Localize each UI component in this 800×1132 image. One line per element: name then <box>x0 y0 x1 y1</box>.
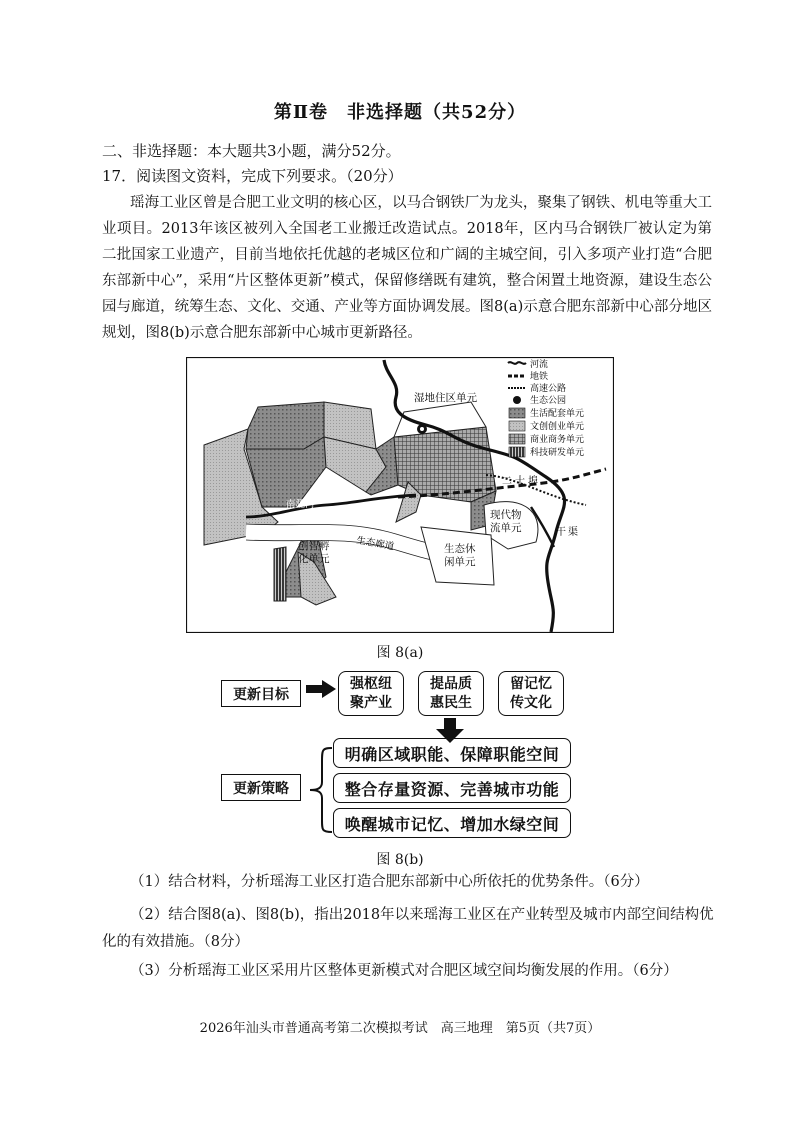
legend-creative: 文创创业单元 <box>530 421 585 431</box>
question-3: （3）分析瑶海工业区采用片区整体更新模式对合肥区域空间均衡发展的作用。（6分） <box>130 963 678 979</box>
zone-tech <box>274 547 286 601</box>
passage <box>102 190 712 346</box>
page-title: 第Ⅱ卷 非选择题（共52分） <box>273 102 527 123</box>
label-ershibu: 二十埠 <box>502 476 541 487</box>
goal-arrow-icon <box>322 680 336 698</box>
question-heading: 17．阅读图文资料，完成下列要求。（20分） <box>102 167 403 185</box>
goal-box-1: 强枢纽聚产业 <box>338 671 404 716</box>
label-logistics: 现代物流单元 <box>490 510 522 534</box>
section-heading: 二、非选择题：本大题共3小题，满分52分。 <box>102 142 401 160</box>
caption-8a: 图 8(a) <box>376 645 424 661</box>
strategy-box-2: 整合存量资源、完善城市功能 <box>333 773 571 803</box>
label-incubator: 创智孵化单元 <box>298 541 330 565</box>
goal-box-3: 留记忆传文化 <box>498 671 564 716</box>
label-leisure: 生态休闲单元 <box>444 544 476 568</box>
question-2: （2）结合图8(a)、图8(b)，指出2018年以来瑶海工业区在产业转型及城市内部空间结构优化的有效措施。（8分） <box>102 907 714 950</box>
goal-label-box: 更新目标 <box>221 680 301 707</box>
legend-commercial: 商业商务单元 <box>530 434 585 444</box>
planning-map <box>186 357 614 633</box>
label-nanfei: 南淝河 <box>286 500 315 510</box>
strategy-box-3: 唤醒城市记忆、增加水绿空间 <box>333 808 571 838</box>
legend-eco-park: 生态公园 <box>530 395 567 405</box>
legend-highway: 高速公路 <box>530 383 567 393</box>
legend-river: 河流 <box>530 359 549 369</box>
strategy-label-box: 更新策略 <box>221 774 301 801</box>
zone-north-1 <box>246 402 324 449</box>
label-ganqu: 干渠 <box>556 527 580 538</box>
passage-text: 瑶海工业区曾是合肥工业文明的核心区，以马合钢铁厂为龙头，聚集了钢铁、机电等重大工业项目。2013年该区被列入全国老工业搬迁改造试点。2018年，区内马合钢铁厂被认定为第二批国家工业遗产，目前当地依托优越的老城区位和广阔的主城空间，引入多项产业打造“合肥东部新中心”，采用“片区整体更新”模式，保留修缮既有建筑，整合闲置土地资源，建设生态公园与廊道，统筹生态、文化、交通、产业等方面协调发展。图8(a)示意合肥东部新中心部分地区规划，图8(b)示意合肥东部新中心城市更新路径。 <box>102 195 712 341</box>
caption-8b: 图 8(b) <box>376 852 424 868</box>
goal-box-2: 提品质惠民生 <box>418 671 484 716</box>
legend-tech: 科技研发单元 <box>530 447 585 457</box>
strategy-brace <box>304 742 336 838</box>
legend-living: 生活配套单元 <box>530 408 585 418</box>
legend-metro: 地铁 <box>530 371 549 381</box>
label-wetland: 湿地住区单元 <box>414 393 477 404</box>
label-corridor: 生态廊道 <box>355 536 395 553</box>
strategy-box-1: 明确区域职能、保障职能空间 <box>333 738 571 768</box>
question-1: （1）结合材料，分析瑶海工业区打造合肥东部新中心所依托的优势条件。（6分） <box>130 874 649 890</box>
page-footer: 2026年汕头市普通高考第二次模拟考试 高三地理 第5页（共7页） <box>199 1021 601 1036</box>
